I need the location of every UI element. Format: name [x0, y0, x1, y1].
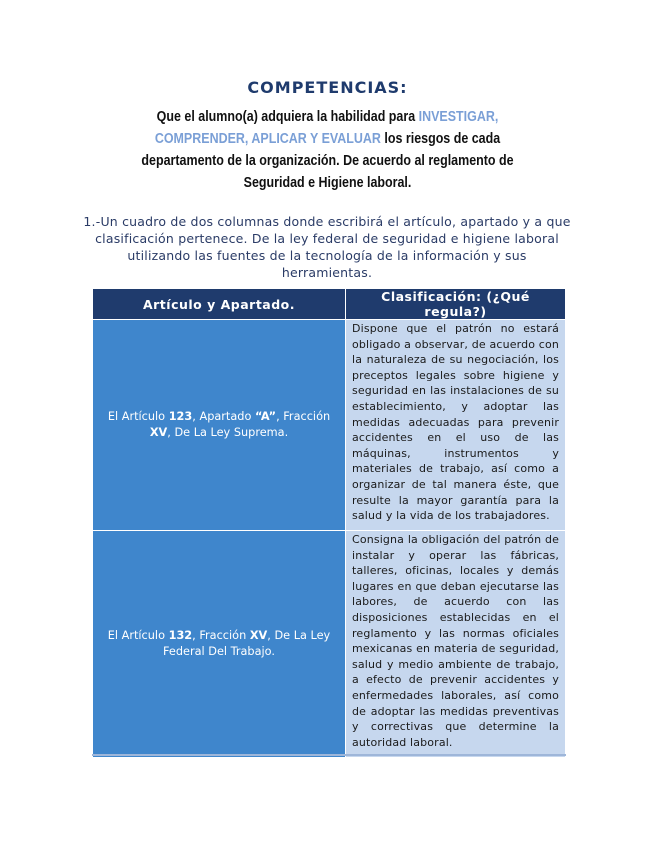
header-article: Artículo y Apartado. — [93, 289, 346, 320]
article-fraction: XV — [149, 426, 168, 439]
article-text: , De La Ley Suprema. — [167, 426, 289, 439]
competency-highlight: INVESTIGAR, COMPRENDER, APLICAR Y EVALUAR — [154, 109, 499, 147]
article-number: 123 — [168, 410, 193, 423]
article-cell — [93, 320, 346, 531]
article-cell — [93, 531, 346, 758]
competency-text-start: Que el alumno(a) adquiera la habilidad para — [156, 109, 419, 125]
article-text: El Artículo — [107, 410, 169, 423]
classification-cell: Dispone que el patrón no estará obligado a observar, de acuerdo con la naturaleza de su negociación, los preceptos legales sobre higiene y seguridad en las instalaciones de su establecimiento, y adoptar las medidas adecuadas para prevenir accidentes en el uso de las máquinas, instrumentos y materiales de trabajo, así como a organizar de tal manera éste, que resulte la mayor garantía para la salud y la vida de los trabajadores. — [346, 320, 566, 531]
assignment-instruction: 1.-Un cuadro de dos columnas donde escribirá el artículo, apartado y a que clasificación pertenece. De la ley federal de seguridad e higiene laboral utilizando las fuentes de la tecnología de la información y sus herramientas. — [83, 214, 571, 280]
table-row — [93, 531, 566, 758]
article-fraction: XV — [249, 629, 268, 642]
table-header-row — [93, 289, 566, 320]
header-classification: Clasificación: (¿Qué regula?) — [346, 289, 566, 320]
table-row — [93, 320, 566, 531]
article-text: , Apartado — [192, 410, 255, 423]
article-number: 132 — [168, 629, 193, 642]
page-title: COMPETENCIAS: — [247, 78, 408, 97]
classification-cell: Consigna la obligación del patrón de instalar y operar las fábricas, talleres, oficinas, locales y demás lugares en que deban ejecutarse las labores, de acuerdo con las disposiciones establecidas en el reglamento y las normas oficiales mexicanas en materia de seguridad, salud y medio ambiente de trabajo, a efecto de prevenir accidentes y enfermedades laborales, así como de adoptar las medidas preventivas y correctivas que determine la autoridad laboral. — [346, 531, 566, 758]
competency-text-end: los riesgos de cada departamento de la organización. De acuerdo al reglamento de Seguridad e Higiene laboral. — [141, 131, 514, 191]
article-text: , Fracción — [192, 629, 250, 642]
competency-statement — [123, 106, 532, 194]
law-articles-table — [92, 288, 566, 758]
article-section: “A” — [254, 410, 277, 423]
article-text: El Artículo — [107, 629, 169, 642]
table-bottom-border — [92, 754, 566, 756]
article-text: , Fracción — [276, 410, 331, 423]
article-text: , De La Ley Federal Del Trabajo. — [163, 629, 331, 658]
